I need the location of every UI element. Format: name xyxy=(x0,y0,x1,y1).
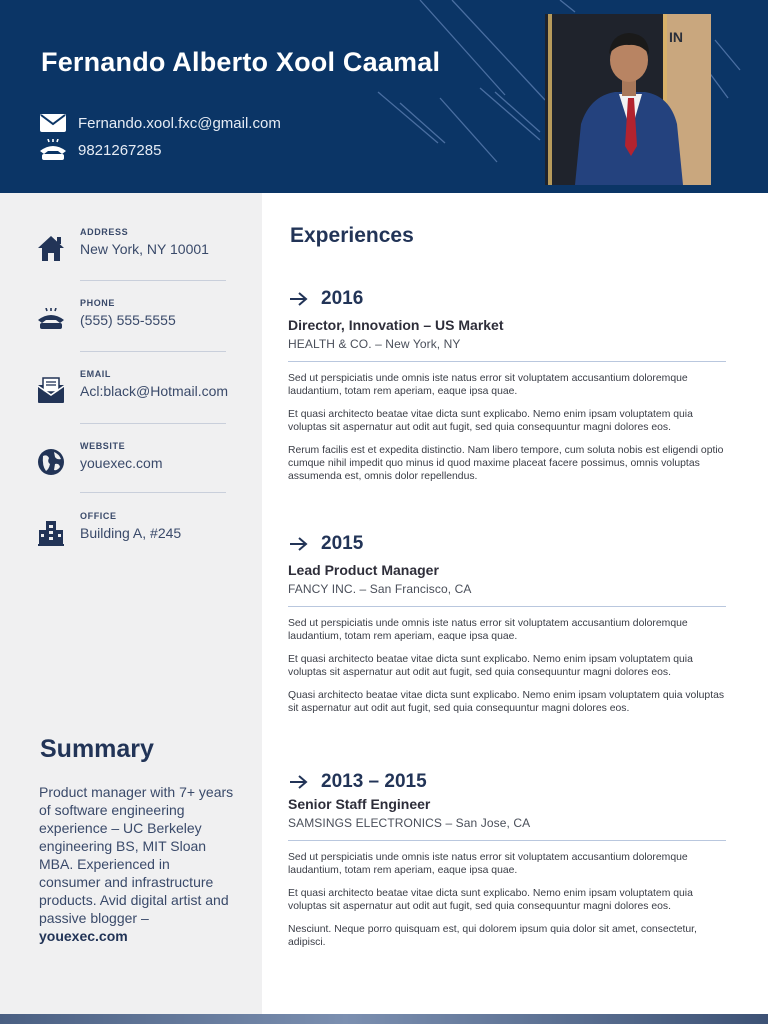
footer-bar xyxy=(0,1014,768,1024)
experience-paragraph: Sed ut perspiciatis unde omnis iste natus error sit voluptatem accusantium doloremque laudantium, totam rem aperiam, eaque ipsa quae. xyxy=(288,852,688,877)
address-label: ADDRESS xyxy=(80,227,129,237)
sidebar-divider xyxy=(80,423,226,424)
experience-company: SAMSINGS ELECTRONICS – San Jose, CA xyxy=(288,816,531,830)
envelope-icon xyxy=(36,375,66,405)
address-value: New York, NY 10001 xyxy=(80,241,209,257)
experience-paragraph: Rerum facilis est et expedita distinctio. Nam libero tempore, cum soluta nobis est eligendi optio cumque nihil impedit quo minus id quod maxime placeat facere possimus, omnis voluptas assumenda est, omnis dolor repellendus. xyxy=(288,444,724,483)
experience-paragraph: Nesciunt. Neque porro quisquam est, qui dolorem ipsum quia dolor sit amet, consectetur, adipisci. xyxy=(288,923,697,949)
header-phone[interactable]: 9821267285 xyxy=(78,141,162,159)
experience-company: HEALTH & CO. – New York, NY xyxy=(288,337,461,351)
summary-text xyxy=(39,783,234,945)
building-icon xyxy=(36,517,66,547)
experience-divider xyxy=(288,606,726,607)
candidate-name: Fernando Alberto Xool Caamal xyxy=(41,47,441,77)
experience-paragraph: Et quasi architecto beatae vitae dicta sunt explicabo. Nemo enim ipsam voluptatem quia voluptas sit aspernatur aut odit aut fugit, sed quia consequuntur magni dolores eos. xyxy=(288,408,693,434)
experience-role: Director, Innovation – US Market xyxy=(288,317,504,333)
sidebar-item-website xyxy=(36,441,246,477)
globe-icon xyxy=(36,447,66,477)
experience-entry xyxy=(288,770,726,958)
phone-label: PHONE xyxy=(80,298,116,308)
experience-paragraph: Et quasi architecto beatae vitae dicta sunt explicabo. Nemo enim ipsam voluptatem quia voluptas sit aspernatur aut odit aut fugit, sed quia consequuntur magni dolores eos. xyxy=(288,887,693,913)
sidebar-divider xyxy=(80,351,226,352)
experience-paragraph: Sed ut perspiciatis unde omnis iste natus error sit voluptatem accusantium doloremque laudantium, totam rem aperiam, eaque ipsa quae. xyxy=(288,618,688,643)
header-email-row xyxy=(39,112,281,134)
email-value[interactable]: Acl:black@Hotmail.com xyxy=(80,383,229,399)
experience-divider xyxy=(288,361,726,362)
office-label: OFFICE xyxy=(80,511,117,521)
phone-icon xyxy=(36,304,66,334)
mail-icon xyxy=(39,112,67,134)
experience-year: 2013 – 2015 xyxy=(321,771,427,792)
experience-year: 2015 xyxy=(321,533,364,554)
experience-company: FANCY INC. – San Francisco, CA xyxy=(288,582,472,596)
sidebar-item-office xyxy=(36,511,246,547)
experience-role: Senior Staff Engineer xyxy=(288,796,431,812)
arrow-right-icon xyxy=(288,291,310,307)
summary-title: Summary xyxy=(40,735,154,763)
header-phone-row xyxy=(39,139,161,161)
header-banner xyxy=(0,0,768,193)
header-email[interactable]: Fernando.xool.fxc@gmail.com xyxy=(78,114,281,132)
experience-year: 2016 xyxy=(321,288,364,309)
experience-entry xyxy=(288,287,726,493)
profile-photo xyxy=(545,14,711,185)
sidebar-divider xyxy=(80,280,226,281)
summary-body: Product manager with 7+ years of software engineering experience – UC Berkeley engineering BS, MIT Sloan MBA. Experienced in consumer and infrastructure products. Avid digital artist and passive blogger – xyxy=(39,784,234,926)
website-label: WEBSITE xyxy=(80,441,126,451)
phone-icon xyxy=(39,139,67,161)
sidebar-divider xyxy=(80,492,226,493)
experience-paragraph: Quasi architecto beatae vitae dicta sunt explicabo. Nemo enim ipsam voluptatem quia voluptas sit aspernatur aut odit aut fugit, sed quia consequuntur magni dolores eos. xyxy=(288,689,725,715)
office-value: Building A, #245 xyxy=(80,525,182,541)
arrow-right-icon xyxy=(288,774,310,790)
sidebar-item-phone xyxy=(36,298,246,334)
email-label: EMAIL xyxy=(80,369,111,379)
experience-paragraph: Sed ut perspiciatis unde omnis iste natus error sit voluptatem accusantium doloremque laudantium, totam rem aperiam, eaque ipsa quae. xyxy=(288,373,688,398)
website-value[interactable]: youexec.com xyxy=(80,455,163,471)
experience-paragraph: Et quasi architecto beatae vitae dicta sunt explicabo. Nemo enim ipsam voluptatem quia voluptas sit aspernatur aut odit aut fugit, sed quia consequuntur magni dolores eos. xyxy=(288,653,693,679)
experiences-title: Experiences xyxy=(290,224,414,247)
summary-link[interactable]: youexec.com xyxy=(39,928,128,944)
experience-entry xyxy=(288,532,726,724)
home-icon xyxy=(36,233,66,263)
sidebar-item-email xyxy=(36,369,246,405)
svg-text:IN: IN xyxy=(669,29,683,45)
phone-value[interactable]: (555) 555-5555 xyxy=(80,312,176,328)
experience-divider xyxy=(288,840,726,841)
arrow-right-icon xyxy=(288,536,310,552)
experience-role: Lead Product Manager xyxy=(288,562,439,578)
sidebar-item-address xyxy=(36,227,246,263)
